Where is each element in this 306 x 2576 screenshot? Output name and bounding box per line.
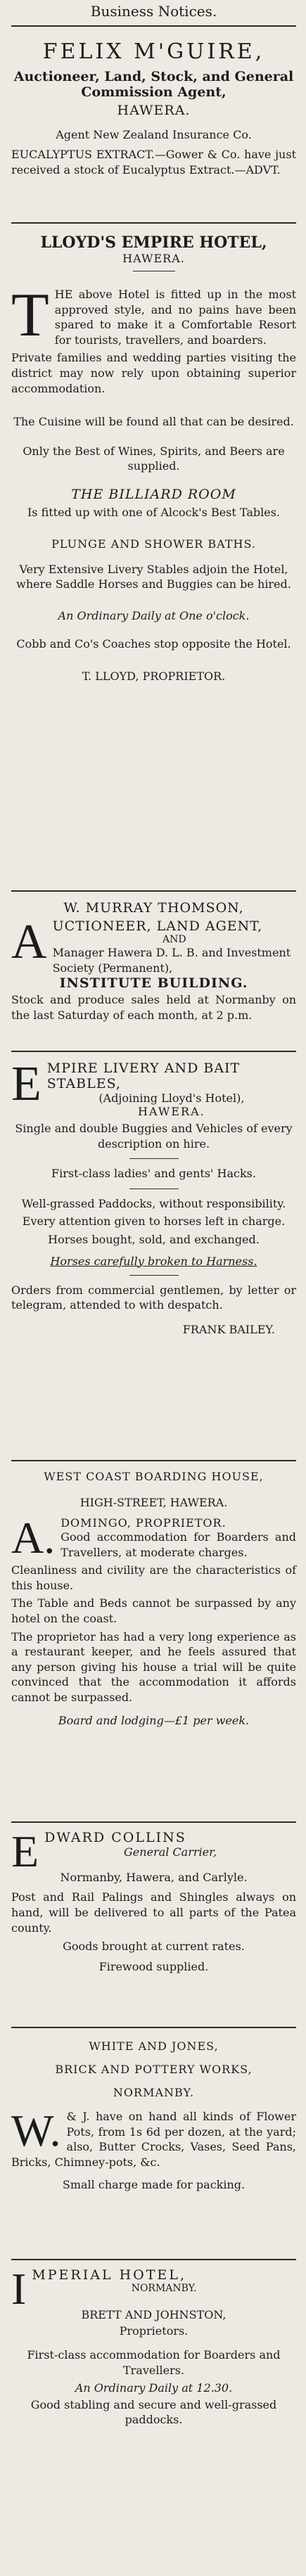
lloyds-livery: Very Extensive Livery Stables adjoin the Hotel, where Saddle Horses and Buggies can be hired. [16, 562, 291, 591]
mcguire-agent: Agent New Zealand Insurance Co. [56, 128, 252, 141]
lloyds-ordinary: An Ordinary Daily at One o'clock. [58, 608, 250, 622]
imperial-owners: BRETT AND JOHNSTON, [81, 2308, 227, 2322]
thomson-line1: UCTIONEER, LAND AGENT, [52, 918, 263, 934]
empire-buggies: Single and double Buggies and Vehicles of every description on hire. [15, 1122, 293, 1151]
boarding-exp: The proprietor has had a very long experience as a restaurant keeper, and he feels assured that any person giving his house a trial will be quite convinced that the accommodation it affords cannot be surpassed. [11, 1629, 296, 1704]
imperial-head [11, 2260, 296, 2314]
white-works: BRICK AND POTTERY WORKS, [55, 2063, 253, 2076]
imperial-stabling: Good stabling and secure and well-grassed paddocks. [30, 2397, 277, 2427]
boarding-street: HIGH-STREET, HAWERA. [79, 1496, 228, 1509]
collins-places: Normanby, Hawera, and Carlyle. [60, 1871, 248, 1885]
short-rule [129, 1275, 179, 1276]
ad-white-jones [11, 2028, 296, 2259]
collins-goods: Goods brought at current rates. [63, 1940, 245, 1954]
white-title: WHITE AND JONES, [89, 2039, 219, 2053]
thomson-stock: Stock and produce sales held at Normanby on the last Saturday of each month, at 2 p.m. [11, 993, 296, 1022]
dropcap: W. [11, 2106, 61, 2155]
collins-name: DWARD COLLINS [44, 1830, 186, 1845]
collins-post: Post and Rail Palings and Shingles always on hand, will be delivered to all parts of the Patea county. [11, 1890, 296, 1935]
lloyds-wines: Only the Best of Wines, Spirits, and Beers are supplied. [23, 444, 285, 473]
collins-role: General Carrier, [124, 1845, 217, 1859]
boarding-title: WEST COAST BOARDING HOUSE, [44, 1470, 264, 1483]
lloyds-title: LLOYD'S EMPIRE HOTEL, [40, 233, 267, 252]
empire-title: MPIRE LIVERY AND BAIT STABLES, [46, 1060, 241, 1091]
empire-broken: Horses carefully broken to Harness. [50, 1254, 257, 1268]
empire-head [11, 1052, 296, 1118]
lloyds-place: HAWERA. [122, 252, 185, 265]
ad-collins [11, 1823, 296, 2027]
lloyds-proprietor: T. LLOYD, PROPRIETOR. [82, 669, 226, 684]
boarding-head [11, 1513, 296, 1563]
boarding-proprietor: DOMINGO, PROPRIETOR. [60, 1516, 227, 1530]
billiard-heading: THE BILLIARD ROOM [71, 486, 236, 502]
ad-thomson [11, 892, 296, 1051]
dropcap: T [11, 281, 49, 350]
empire-attention: Every attention given to horses left in charge. [22, 1215, 286, 1229]
eucalyptus-notice: EUCALYPTUS EXTRACT.—Gower & Co. have just received a stock of Eucalyptus Extract.—ADVT. [11, 148, 296, 177]
dropcap: A. [11, 1513, 56, 1563]
lloyds-cuisine: The Cuisine will be found all that can be desired. [13, 415, 294, 429]
mcguire-line2: Commission Agent, [81, 84, 227, 100]
boarding-clean: Cleanliness and civility are the characteristics of this house. [11, 1563, 296, 1592]
thomson-building: INSTITUTE BUILDING. [59, 975, 248, 992]
thomson-line2: Manager Hawera D. L. B. and Investment Society (Permanent), [52, 946, 291, 975]
imperial-proprietors: Proprietors. [119, 2324, 189, 2338]
boarding-table: The Table and Beds cannot be surpassed by any hotel on the coast. [11, 1596, 296, 1625]
white-place: NORMANBY. [113, 2086, 195, 2099]
imperial-title: MPERIAL HOTEL, [32, 2267, 186, 2283]
baths-heading: PLUNGE AND SHOWER BATHS. [51, 537, 256, 551]
ad-mcguire [11, 27, 296, 222]
lloyds-intro: THE above Hotel is fitted up in the most approved style, and no pains have been spared to make it a Comfortable Resort for tourists, travellers, and boarders. [11, 281, 296, 350]
thomson-name: W. MURRAY THOMSON, [63, 900, 244, 916]
short-rule [129, 1158, 179, 1159]
mcguire-line1: Auctioneer, Land, Stock, and General [13, 69, 294, 84]
ad-empire-livery [11, 1052, 296, 1460]
boarding-rate: Board and lodging—£1 per week. [58, 1713, 250, 1727]
thomson-and: AND [162, 934, 186, 945]
empire-owner: FRANK BAILEY. [182, 1322, 275, 1336]
lloyds-private: Private families and wedding parties visiting the district may now rely upon obtaining superior accommodation. [11, 351, 296, 395]
page-title: Business Notices. [90, 3, 217, 20]
empire-sub: (Adjoining Lloyd's Hotel), [98, 1091, 245, 1105]
ad-imperial-hotel [11, 2260, 296, 2450]
dropcap: I [11, 2264, 27, 2314]
billiard-text: Is fitted up with one of Alcock's Best Tables. [27, 505, 280, 519]
thomson-body [11, 915, 296, 975]
page-header [11, 0, 296, 21]
ad-lloyds-hotel [11, 224, 296, 890]
dropcap: E [11, 1057, 42, 1111]
imperial-ordinary: An Ordinary Daily at 12.30. [75, 2380, 233, 2395]
white-text: W. & J. have on hand all kinds of Flower Pots, from 1s 6d per dozen, at the yard; also, Butter Crocks, Vases, Seed Pans, Bricks, Chimney-pots, &c. [11, 2106, 296, 2169]
collins-head [11, 1823, 296, 1876]
imperial-place: NORMANBY. [131, 2283, 197, 2294]
ad-boarding-house [11, 1461, 296, 1821]
dropcap: A [11, 915, 47, 969]
mcguire-place: HAWERA. [117, 103, 191, 118]
white-packing: Small charge made for packing. [62, 2178, 246, 2192]
empire-horses: Horses bought, sold, and exchanged. [48, 1232, 260, 1246]
imperial-accom: First-class accommodation for Boarders and Travellers. [27, 2348, 281, 2377]
short-rule [129, 1188, 179, 1189]
boarding-accom: Good accommodation for Boarders and Travellers, at moderate charges. [60, 1530, 296, 1559]
mcguire-name: FELIX M'GUIRE, [42, 39, 265, 64]
lloyds-cobb: Cobb and Co's Coaches stop opposite the Hotel. [16, 636, 291, 651]
collins-firewood: Firewood supplied. [98, 1960, 209, 1974]
empire-place: HAWERA. [138, 1105, 205, 1118]
empire-paddocks: Well-grassed Paddocks, without responsibility. [21, 1196, 286, 1210]
empire-orders: Orders from commercial gentlemen, by letter or telegram, attended to with despatch. [11, 1283, 296, 1312]
empire-hacks: First-class ladies' and gents' Hacks. [51, 1167, 256, 1181]
dropcap: E [11, 1826, 39, 1876]
